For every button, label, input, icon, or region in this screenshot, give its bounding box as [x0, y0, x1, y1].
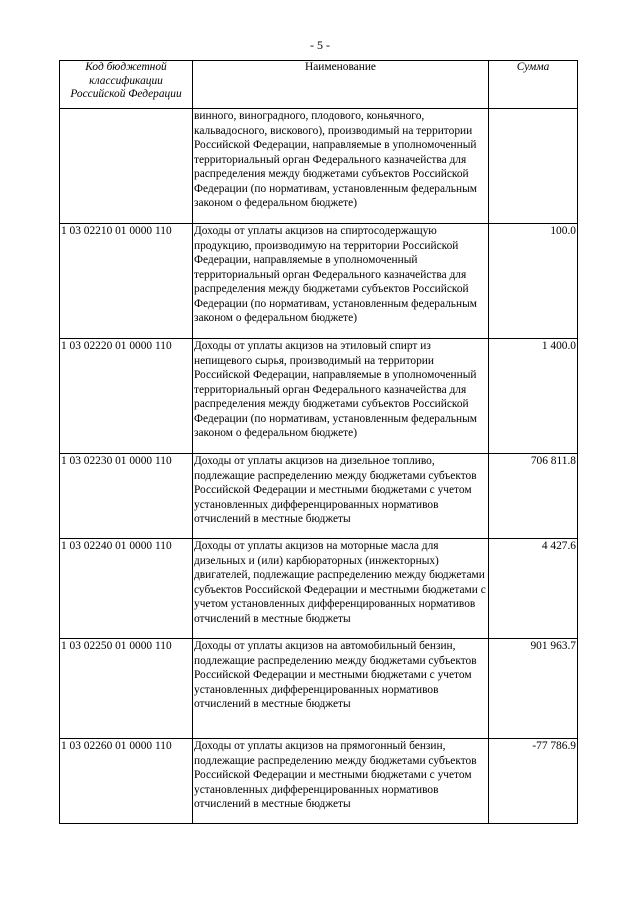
row-name: Доходы от уплаты акцизов на моторные масла для дизельных и (или) карбюраторных (инжекторных) двигателей, подлежащие распределению между бюджетами субъектов Российской Федерации и местными бюджетами с учетом установленных дифференцированных нормативов отчислений в местные бюджеты — [193, 539, 489, 639]
table-row — [60, 454, 578, 539]
budget-table — [59, 60, 578, 824]
row-code — [60, 109, 193, 224]
table-row — [60, 539, 578, 639]
row-code: 1 03 02230 01 0000 110 — [60, 454, 193, 539]
page-number: - 5 - — [310, 38, 330, 52]
table-row — [60, 339, 578, 454]
table-row — [60, 639, 578, 739]
row-name: Доходы от уплаты акцизов на прямогонный бензин, подлежащие распределению между бюджетами субъектов Российской Федерации и местными бюджетами с учетом установленных дифференцированных нормативов отчислений в местные бюджеты — [193, 739, 489, 824]
row-name: Доходы от уплаты акцизов на спиртосодержащую продукцию, производимую на территории Российской Федерации, направляемые в уполномоченный территориальный орган Федерального казначейства для распределения между бюджетами субъектов Российской Федерации (по нормативам, установленным федеральным законом о федеральном бюджете) — [193, 224, 489, 339]
row-code: 1 03 02240 01 0000 110 — [60, 539, 193, 639]
row-name: Доходы от уплаты акцизов на автомобильный бензин, подлежащие распределению между бюджетами субъектов Российской Федерации и местными бюджетами с учетом установленных дифференцированных нормативов отчислений в местные бюджеты — [193, 639, 489, 739]
row-code: 1 03 02260 01 0000 110 — [60, 739, 193, 824]
row-sum: 706 811.8 — [489, 454, 578, 539]
row-code: 1 03 02250 01 0000 110 — [60, 639, 193, 739]
row-sum: -77 786.9 — [489, 739, 578, 824]
table-header-row — [60, 61, 578, 109]
row-sum: 901 963.7 — [489, 639, 578, 739]
row-sum: 1 400.0 — [489, 339, 578, 454]
header-code: Код бюджетной классификации Российской Федерации — [60, 61, 193, 109]
row-name: Доходы от уплаты акцизов на этиловый спирт из непищевого сырья, производимый на территории Российской Федерации, направляемые в уполномоченный территориальный орган Федерального казначейства для распределения между бюджетами субъектов Российской Федерации (по нормативам, установленным федеральным законом о федеральном бюджете) — [193, 339, 489, 454]
row-name: винного, виноградного, плодового, коньячного, кальвадосного, вискового), производимый на территории Российской Федерации, направляемые в уполномоченный территориальный орган Федерального казначейства для распределения между бюджетами субъектов Российской Федерации (по нормативам, установленным федеральным законом о федеральном бюджете) — [193, 109, 489, 224]
row-sum — [489, 109, 578, 224]
table-row — [60, 739, 578, 824]
row-sum: 100.0 — [489, 224, 578, 339]
table-row — [60, 224, 578, 339]
row-code: 1 03 02210 01 0000 110 — [60, 224, 193, 339]
row-code: 1 03 02220 01 0000 110 — [60, 339, 193, 454]
header-sum: Сумма — [489, 61, 578, 109]
table-row — [60, 109, 578, 224]
row-name: Доходы от уплаты акцизов на дизельное топливо, подлежащие распределению между бюджетами субъектов Российской Федерации и местными бюджетами с учетом установленных дифференцированных нормативов отчислений в местные бюджеты — [193, 454, 489, 539]
row-sum: 4 427.6 — [489, 539, 578, 639]
header-name: Наименование — [193, 61, 489, 109]
